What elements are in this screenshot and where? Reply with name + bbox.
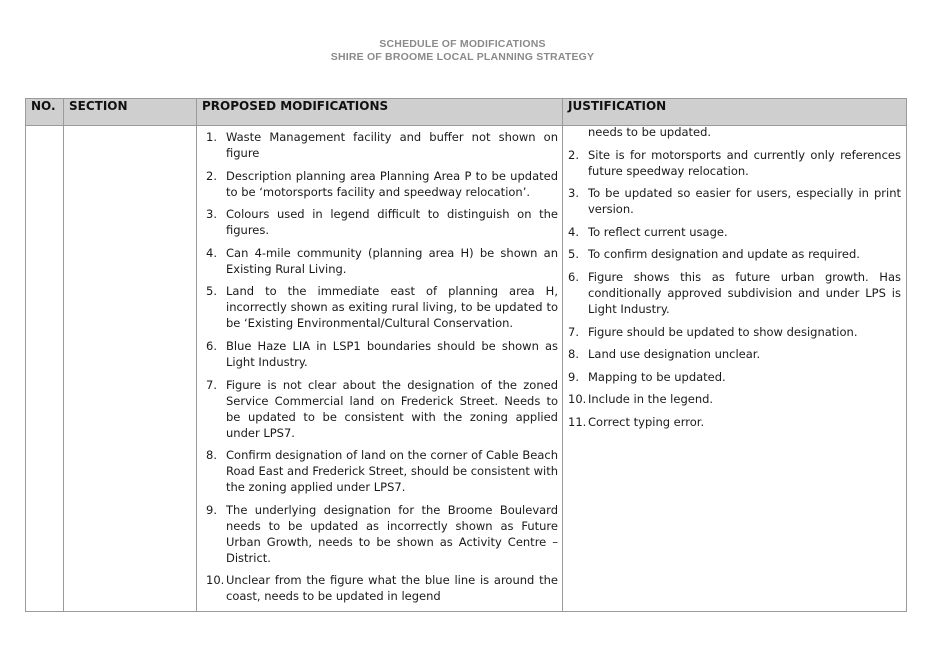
justification-item-text: To reflect current usage. xyxy=(588,224,728,239)
list-item xyxy=(568,246,901,262)
modification-item-number: 3. xyxy=(206,207,217,222)
column-header-section: SECTION xyxy=(64,99,197,126)
justification-item-number: 11. xyxy=(568,414,587,429)
modification-item-text: Waste Management facility and buffer not shown on figure xyxy=(226,130,558,160)
justification-item-text: Land use designation unclear. xyxy=(588,347,761,362)
justification-item-number: 6. xyxy=(568,269,579,284)
list-item xyxy=(206,338,558,370)
justification-item-text: Figure should be updated to show designation. xyxy=(588,324,858,339)
justification-item-number: 7. xyxy=(568,324,579,339)
justification-item-number: 9. xyxy=(568,369,579,384)
modification-item-text: Land to the immediate east of planning area H, incorrectly shown as exiting rural living, to be updated to be ‘Existing Environmental/Cultural Conservation. xyxy=(226,284,558,331)
table-header-row xyxy=(26,99,907,126)
justification-item-text: Site is for motorsports and currently only references future speedway relocation. xyxy=(588,147,901,178)
modification-item-text: Blue Haze LIA in LSP1 boundaries should be shown as Light Industry. xyxy=(226,338,558,369)
modification-item-number: 4. xyxy=(206,245,217,260)
justification-list xyxy=(563,147,906,430)
modification-item-text: Colours used in legend difficult to distinguish on the figures. xyxy=(226,207,558,238)
cell-proposed-modifications xyxy=(197,126,563,612)
list-item xyxy=(206,245,558,277)
modifications-table xyxy=(25,98,907,612)
modification-item-number: 7. xyxy=(206,377,217,392)
list-item xyxy=(206,206,558,238)
modification-item-number: 6. xyxy=(206,338,217,353)
justification-item-text: To confirm designation and update as required. xyxy=(588,247,860,262)
document-subtitle: SHIRE OF BROOME LOCAL PLANNING STRATEGY xyxy=(330,51,595,63)
justification-item-number: 3. xyxy=(568,186,579,201)
list-item xyxy=(206,168,558,200)
justification-item-text: To be updated so easier for users, especially in print version. xyxy=(588,186,901,217)
list-item xyxy=(568,185,901,217)
modification-item-number: 9. xyxy=(206,502,217,517)
justification-item-text: Include in the legend. xyxy=(588,392,714,407)
column-header-proposed-modifications: PROPOSED MODIFICATIONS xyxy=(197,99,563,126)
justification-item-number: 4. xyxy=(568,224,579,239)
modifications-list xyxy=(197,126,562,604)
cell-justification xyxy=(563,126,907,612)
document-title: SCHEDULE OF MODIFICATIONS xyxy=(379,38,546,50)
list-item xyxy=(568,224,901,240)
list-item xyxy=(206,283,558,331)
table-row xyxy=(26,126,907,612)
modification-item-text: Description planning area Planning Area P to be updated to be ‘motorsports facility and speedway relocation’. xyxy=(226,168,558,199)
page-header xyxy=(0,38,925,64)
justification-item-number: 5. xyxy=(568,247,579,262)
modification-item-number: 5. xyxy=(206,284,217,299)
cell-no xyxy=(26,126,64,612)
cell-section xyxy=(64,126,197,612)
justification-continued-text: needs to be updated. xyxy=(588,125,712,139)
justification-item-text: Figure shows this as future urban growth. Has conditionally approved subdivision and under LPS is Light Industry. xyxy=(588,269,901,316)
list-item xyxy=(568,269,901,317)
list-item xyxy=(206,129,558,161)
modification-item-text: Can 4-mile community (planning area H) be shown an Existing Rural Living. xyxy=(226,245,558,276)
justification-item-text: Correct typing error. xyxy=(588,414,705,429)
list-item xyxy=(568,147,901,179)
justification-item-text: Mapping to be updated. xyxy=(588,369,726,384)
list-item xyxy=(206,447,558,495)
list-item xyxy=(568,324,901,340)
modification-item-text: Confirm designation of land on the corner of Cable Beach Road East and Frederick Street, should be consistent with the zoning applied under LPS7. xyxy=(226,448,558,495)
justification-item-number: 2. xyxy=(568,147,579,162)
list-item xyxy=(568,414,901,430)
list-item xyxy=(568,369,901,385)
list-item xyxy=(568,391,901,407)
modification-item-text: Figure is not clear about the designation of the zoned Service Commercial land on Frederick Street. Needs to be updated to be consistent with the zoning applied under LPS7. xyxy=(226,377,558,440)
justification-item-number: 8. xyxy=(568,347,579,362)
modification-item-text: The underlying designation for the Broome Boulevard needs to be updated as incorrectly shown as Future Urban Growth, needs to be shown as Activity Centre – District. xyxy=(226,502,558,565)
column-header-no: NO. xyxy=(26,99,64,126)
justification-item-number: 10. xyxy=(568,392,587,407)
modification-item-text: Unclear from the figure what the blue line is around the coast, needs to be updated in legend xyxy=(226,573,558,604)
modification-item-number: 2. xyxy=(206,168,217,183)
list-item xyxy=(206,572,558,604)
column-header-justification: JUSTIFICATION xyxy=(563,99,907,126)
list-item xyxy=(206,502,558,566)
modification-item-number: 1. xyxy=(206,130,217,144)
modification-item-number: 8. xyxy=(206,448,217,463)
list-item xyxy=(568,346,901,362)
list-item xyxy=(206,377,558,441)
modification-item-number: 10. xyxy=(206,573,225,588)
